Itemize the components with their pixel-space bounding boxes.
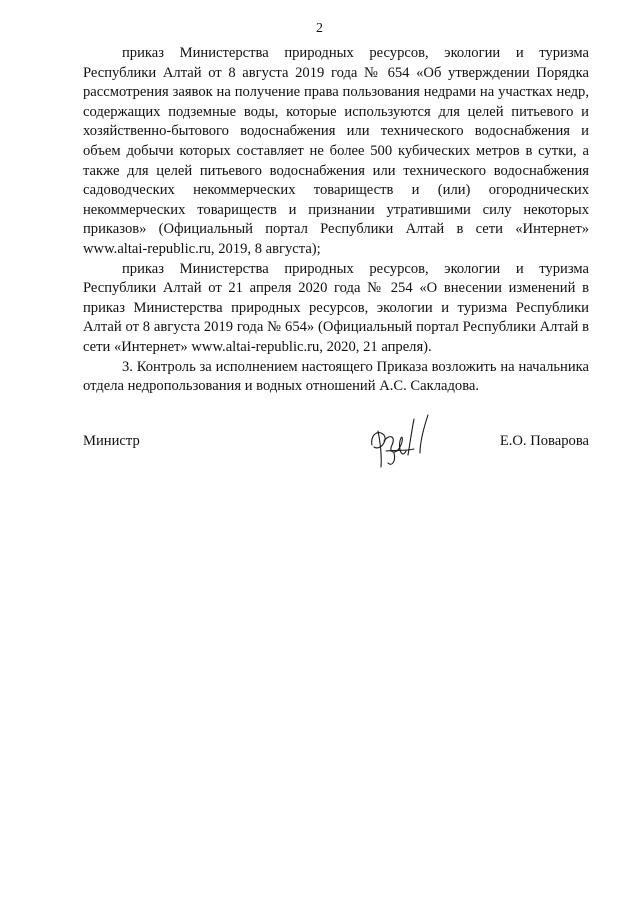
document-body [83, 44, 589, 397]
paragraph-order-254: приказ Министерства природных ресурсов, экологии и туризма Республики Алтай от 21 апреля 2020 года № 254 «О внесении изменений в приказ Министерства природных ресурсов, экологии и туризма Республики Алтай от 8 августа 2019 года № 654» (Официальный портал Республики Алтай в сети «Интернет» www.altai-republic.ru, 2020, 21 апреля). [83, 260, 589, 355]
signature-block [83, 428, 589, 474]
paragraph-control-clause: 3. Контроль за исполнением настоящего Приказа возложить на начальника отдела недропользования и водных отношений А.С. Сакладова. [83, 358, 589, 395]
handwritten-signature [366, 411, 438, 473]
paragraph-order-654: приказ Министерства природных ресурсов, экологии и туризма Республики Алтай от 8 августа 2019 года № 654 «Об утверждении Порядка рассмотрения заявок на получение права пользования недрами на участках недр, содержащих подземные воды, которые используются для целей питьевого и хозяйственно-бытового водоснабжения или технического водоснабжения и объем добычи которых составляет не более 500 кубических метров в сутки, а также для целей питьевого водоснабжения или технического водоснабжения садоводческих некоммерческих товариществ и (или) огороднических некоммерческих товариществ и признании утратившими силу некоторых приказов» (Официальный портал Республики Алтай в сети «Интернет» www.altai-republic.ru, 2019, 8 августа); [83, 45, 589, 257]
signatory-title: Министр [83, 433, 140, 449]
signatory-name: Е.О. Поварова [499, 433, 589, 449]
page-number: 2 [316, 21, 323, 36]
